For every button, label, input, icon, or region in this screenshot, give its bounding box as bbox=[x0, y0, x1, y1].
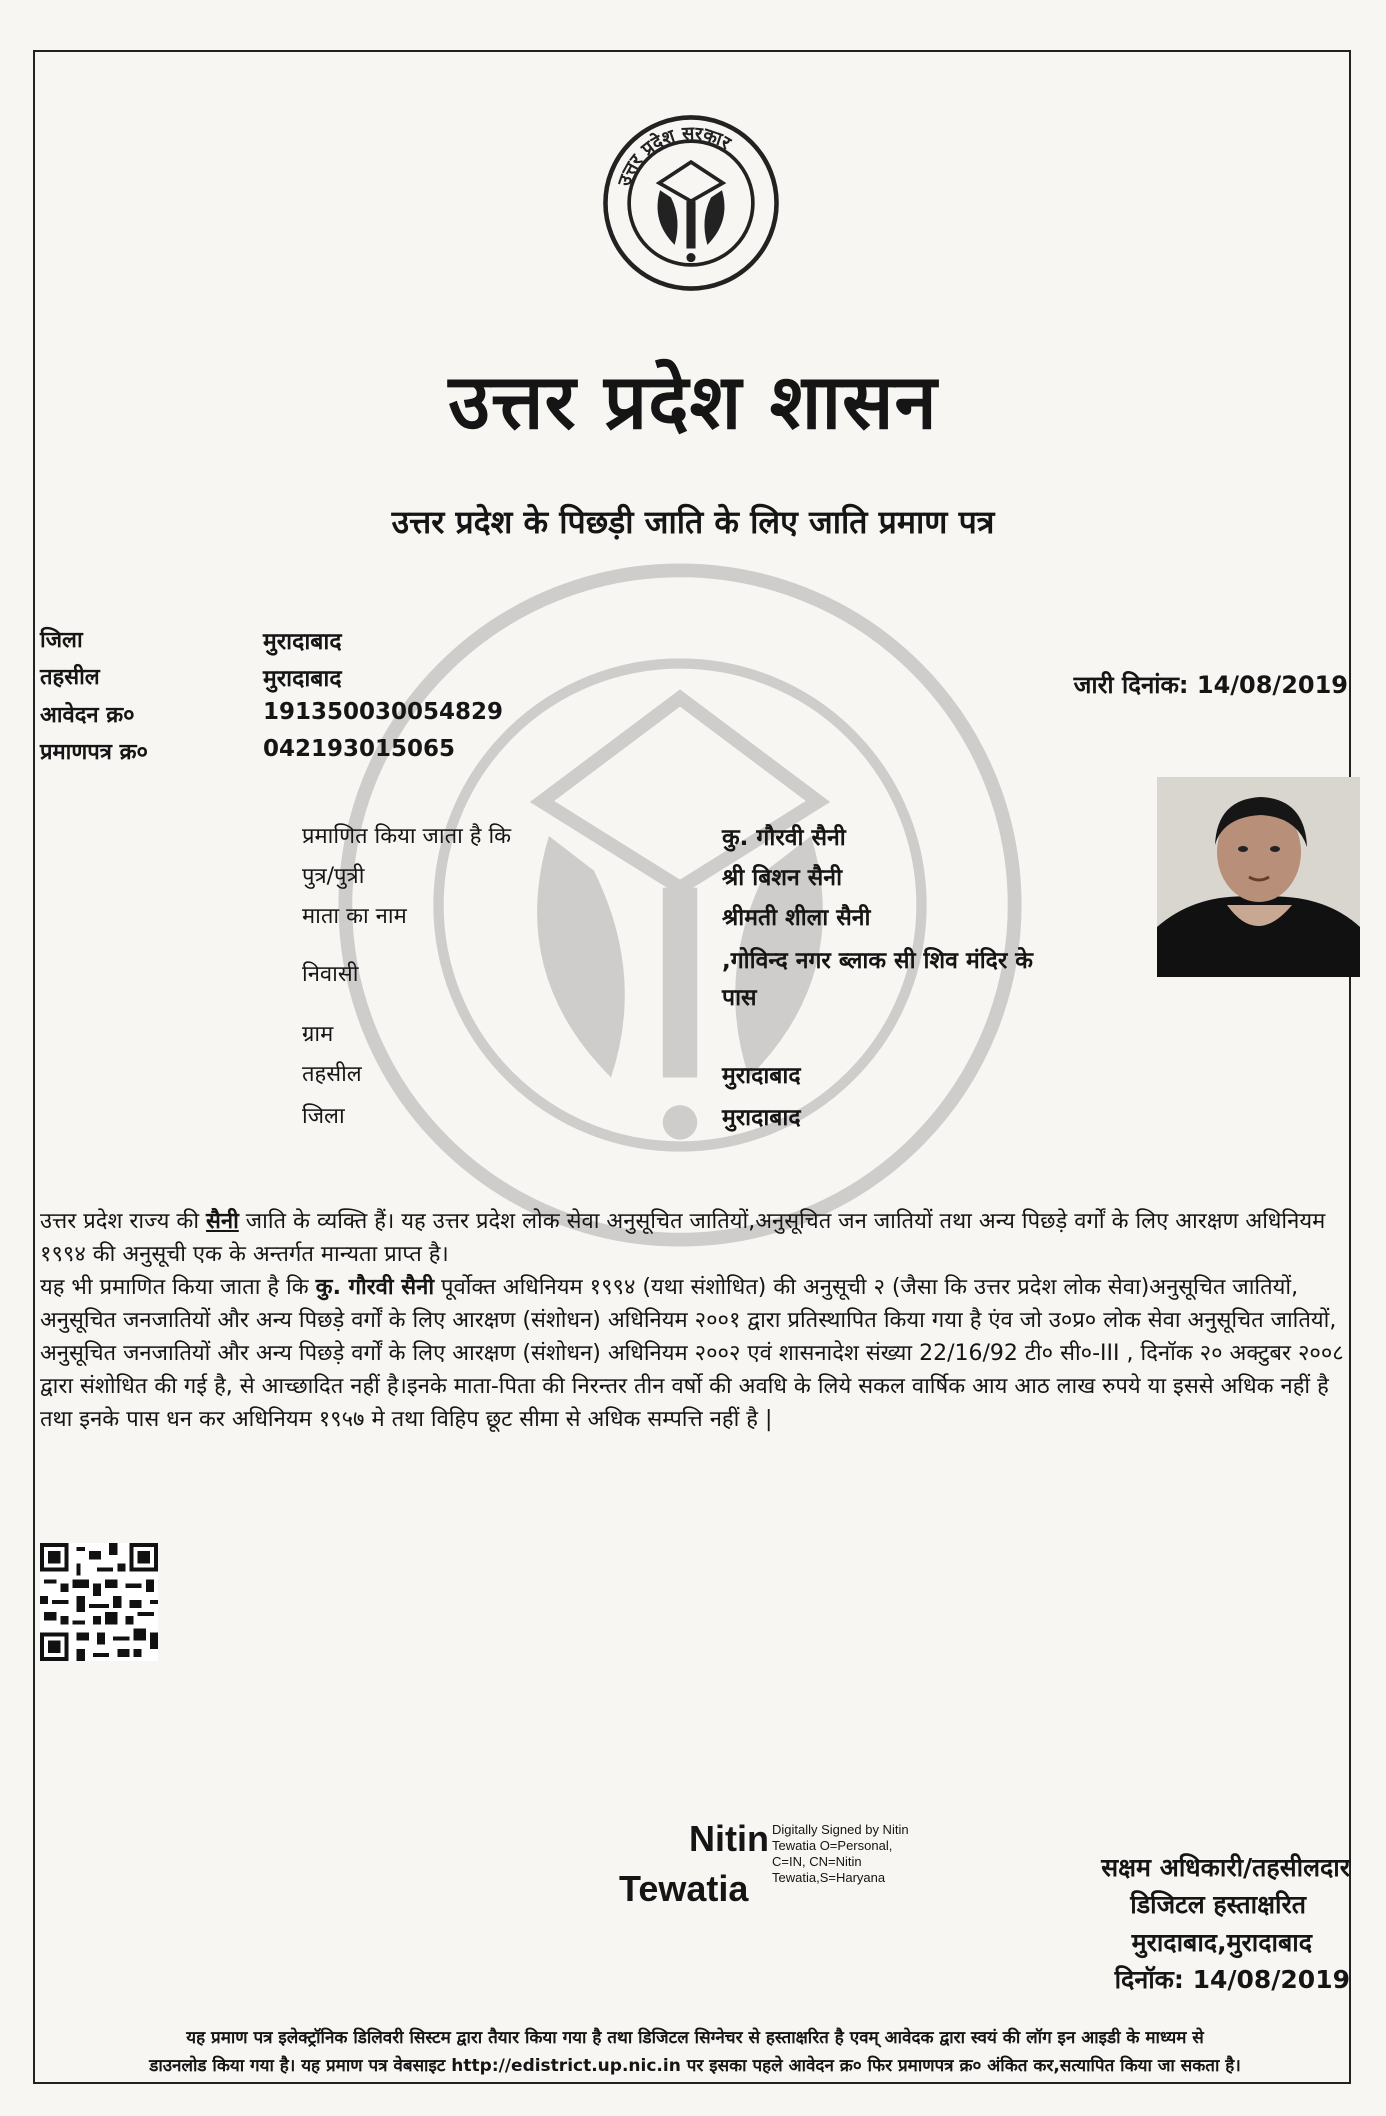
digital-signature-details bbox=[772, 1822, 962, 1886]
watermark-emblem bbox=[335, 560, 1025, 1250]
application-number-label: आवेदन क्र० bbox=[40, 703, 135, 728]
authority-title: सक्षम अधिकारी/तहसीलदार bbox=[1101, 1853, 1350, 1882]
father-name: श्री बिशन सैनी bbox=[722, 865, 843, 891]
resident-label: निवासी bbox=[302, 962, 359, 987]
body-paragraph-1 bbox=[40, 1205, 1350, 1271]
up-government-emblem bbox=[600, 112, 782, 294]
mother-label: माता का नाम bbox=[302, 904, 407, 929]
body-paragraph-2 bbox=[40, 1271, 1350, 1436]
signature-detail-line: Tewatia,S=Haryana bbox=[772, 1870, 886, 1885]
village-label: ग्राम bbox=[302, 1022, 334, 1047]
detail-tehsil-value: मुरादाबाद bbox=[722, 1063, 801, 1089]
certificate-subtitle: उत्तर प्रदेश के पिछड़ी जाति के लिए जाति प्रमाण पत्र bbox=[391, 503, 995, 541]
authority-digital-signed: डिजिटल हस्ताक्षरित bbox=[1130, 1890, 1306, 1919]
certified-label: प्रमाणित किया जाता है कि bbox=[302, 824, 512, 849]
footer-line-2: डाउनलोड किया गया है। यह प्रमाण पत्र वेबसाइट http://edistrict.up.nic.in पर इसका पहले आवेदन क्र० फिर प्रमाणपत्र क्र० अंकित कर,सत्यापित किया जा सकता है। bbox=[149, 2056, 1241, 2076]
district-label: जिला bbox=[40, 628, 83, 653]
certificate-body bbox=[40, 1205, 1350, 1436]
caste-name: सैनी bbox=[206, 1209, 239, 1234]
resident-address-line1: ,गोविन्द नगर ब्लाक सी शिव मंदिर के bbox=[722, 948, 1033, 974]
body-applicant-name: कु. गौरवी सैनी bbox=[315, 1275, 435, 1300]
application-number-value: 191350030054829 bbox=[263, 699, 504, 725]
certificate-number-label: प्रमाणपत्र क्र० bbox=[40, 740, 148, 765]
footer-line-1: यह प्रमाण पत्र इलेक्ट्रॉनिक डिलिवरी सिस्टम द्वारा तैयार किया गया है तथा डिजिटल सिग्नेचर से हस्ताक्षरित है एवम् आवेदक द्वारा स्वयं की लॉग इन आइडी के माध्यम से bbox=[186, 2028, 1204, 2048]
verification-footer bbox=[45, 2024, 1345, 2080]
tehsil-value: मुरादाबाद bbox=[263, 666, 342, 692]
body-p1-post: जाति के व्यक्ति हैं। यह उत्तर प्रदेश लोक सेवा अनुसूचित जातियों,अनुसूचित जन जातियों तथा अन्य पिछड़े वर्गों के लिए आरक्षण अधिनियम १९९४ की अनुसूची एक के अन्तर्गत मान्यता प्राप्त है। bbox=[40, 1209, 1326, 1267]
issue-date: जारी दिनांक: 14/08/2019 bbox=[1073, 671, 1348, 699]
detail-district-label: जिला bbox=[302, 1104, 345, 1129]
resident-address-line2: पास bbox=[722, 985, 757, 1011]
mother-name: श्रीमती शीला सैनी bbox=[722, 905, 871, 931]
signature-detail-line: Tewatia O=Personal, bbox=[772, 1838, 893, 1853]
applicant-photo bbox=[1157, 777, 1360, 977]
authority-date: दिनॉक: 14/08/2019 bbox=[1114, 1965, 1350, 1994]
signer-name-first: Nitin bbox=[689, 1818, 769, 1859]
signer-name-last: Tewatia bbox=[619, 1868, 749, 1909]
tehsil-label: तहसील bbox=[40, 665, 100, 690]
body-p2-pre: यह भी प्रमाणित किया जाता है कि bbox=[40, 1275, 316, 1300]
qr-code bbox=[40, 1543, 158, 1661]
certificate-number-value: 042193015065 bbox=[263, 736, 456, 762]
emblem-text: उत्तर प्रदेश सरकार bbox=[613, 123, 735, 189]
body-p1-pre: उत्तर प्रदेश राज्य की bbox=[40, 1209, 207, 1234]
detail-tehsil-label: तहसील bbox=[302, 1062, 362, 1087]
detail-district-value: मुरादाबाद bbox=[722, 1105, 801, 1131]
body-p2-post: पूर्वोक्त अधिनियम १९९४ (यथा संशोधित) की अनुसूची २ (जैसा कि उत्तर प्रदेश लोक सेवा)अनुसूचित जातियों, अनुसूचित जनजातियों और अन्य पिछड़े वर्गों के लिए आरक्षण (संशोधन) अधिनियम २००१ द्वारा प्रतिस्थापित किया गया है एंव जो उ०प्र० लोक सेवा अनुसूचित जातियों, अनुसूचित जनजातियों और अन्य पिछड़े वर्गों के लिए आरक्षण (संशोधन) अधिनियम २००२ एवं शासनादेश संख्या 22/16/92 टी० सी०-III , दिनॉक २० अक्टुबर २००८ द्वारा संशोधित की गई है, से आच्छादित नहीं है।इनके माता-पिता की निरन्तर तीन वर्षो की अवधि के लिये सकल वार्षिक आय आठ लाख रुपये या इससे अधिक नहीं है तथा इनके पास धन कर अधिनियम १९५७ मे तथा विहिप छूट सीमा से अधिक सम्पत्ति नहीं है | bbox=[40, 1275, 1344, 1432]
certified-name: कु. गौरवी सैनी bbox=[722, 825, 846, 851]
signature-detail-line: C=IN, CN=Nitin bbox=[772, 1854, 862, 1869]
authority-location: मुरादाबाद,मुरादाबाद bbox=[1131, 1928, 1312, 1957]
signature-detail-line: Digitally Signed by Nitin bbox=[772, 1822, 909, 1837]
page-title: उत्तर प्रदेश शासन bbox=[448, 357, 938, 446]
district-value: मुरादाबाद bbox=[263, 629, 342, 655]
child-of-label: पुत्र/पुत्री bbox=[302, 864, 365, 889]
